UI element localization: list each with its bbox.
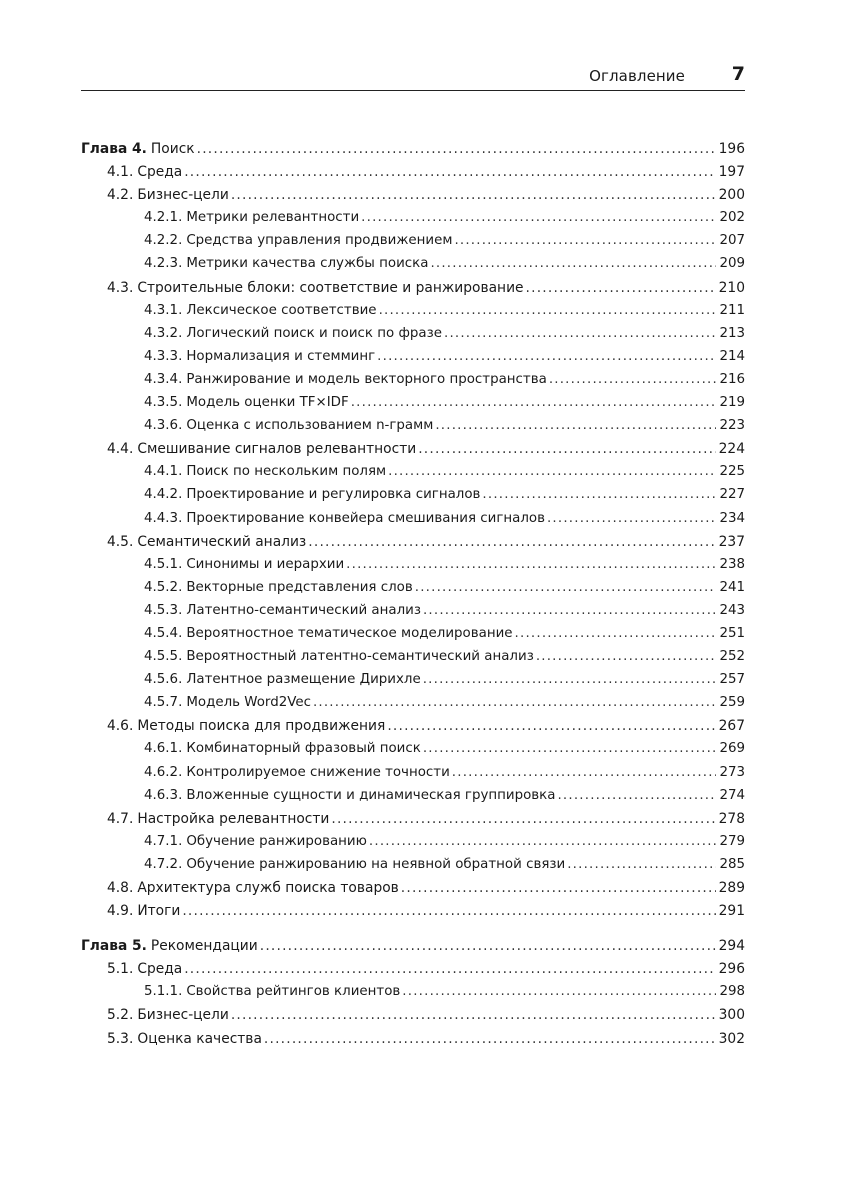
dot-leader [452, 765, 717, 780]
dot-leader [346, 557, 716, 572]
toc-entry-title: Проектирование конвейера смешивания сигналов [186, 510, 545, 526]
toc-entry-title: Логический поиск и поиск по фразе [186, 325, 442, 341]
toc-entry-number: 4.2.2. [144, 233, 183, 249]
dot-leader [482, 487, 716, 502]
toc-section-entry[interactable] [81, 672, 745, 695]
dot-leader [387, 718, 715, 734]
toc-entry-number: 5.2. [107, 1007, 134, 1024]
toc-section-entry[interactable] [81, 718, 745, 741]
toc-entry-number: 4.4.1. [144, 464, 183, 480]
toc-entry-title: Смешивание сигналов релевантности [137, 441, 417, 458]
dot-leader [231, 1007, 716, 1023]
toc-entry-number: 4.5.4. [144, 625, 183, 641]
dot-leader [423, 672, 717, 687]
dot-leader [444, 326, 716, 341]
dot-leader [430, 256, 716, 271]
toc-entry-page: 227 [719, 487, 745, 503]
toc-entry-title: Модель оценки TF×IDF [186, 395, 349, 411]
toc-entry-title: Комбинаторный фразовый поиск [186, 741, 421, 757]
dot-leader [369, 834, 717, 849]
toc-entry-page: 257 [719, 672, 745, 688]
toc-entry-title: Итоги [137, 903, 181, 920]
toc-entry-title: Поиск по нескольким полям [186, 464, 387, 480]
toc-entry-number: 4.2. [107, 187, 134, 204]
dot-leader [515, 626, 717, 641]
toc-entry-page: 202 [719, 210, 745, 226]
toc-section-entry[interactable] [81, 187, 745, 210]
toc-entry-page: 211 [719, 302, 745, 318]
toc-entry-title: Оценка с использованием n-грамм [186, 418, 434, 434]
toc-section-entry[interactable] [81, 418, 745, 441]
toc-section-entry[interactable] [81, 741, 745, 764]
toc-entry-title: Обучение ранжированию [186, 833, 367, 849]
toc-section-entry[interactable] [81, 1007, 745, 1030]
toc-entry-title: Вложенные сущности и динамическая группировка [186, 787, 556, 803]
toc-entry-number: 4.7.1. [144, 833, 183, 849]
toc-section-entry[interactable] [81, 303, 745, 326]
dot-leader [379, 303, 717, 318]
toc-section-entry[interactable] [81, 464, 745, 487]
toc-entry-page: 223 [719, 418, 745, 434]
toc-entry-title: Ранжирование и модель векторного пространства [186, 371, 547, 387]
toc-entry-page: 300 [718, 1007, 745, 1024]
toc-entry-number: 5.1. [107, 961, 134, 978]
toc-entry-title: Вероятностный латентно-семантический анализ [186, 649, 534, 665]
toc-entry-number: 4.3.4. [144, 371, 183, 387]
dot-leader [435, 418, 716, 433]
dot-leader [260, 938, 716, 954]
toc-entry-number: 4.2.1. [144, 210, 183, 226]
toc-entry-page: 267 [718, 718, 745, 735]
toc-entry-number: 4.3. [107, 279, 134, 296]
toc-entry-page: 200 [718, 187, 745, 204]
dot-leader [388, 464, 716, 479]
toc-entry-page: 274 [719, 787, 745, 803]
toc-entry-number: 4.5.1. [144, 556, 183, 572]
running-header [81, 62, 745, 91]
toc-entry-page: 237 [718, 533, 745, 550]
toc-entry-title: Семантический анализ [137, 533, 307, 550]
dot-leader [423, 603, 716, 618]
dot-leader [567, 857, 716, 872]
toc-entry-page: 291 [718, 903, 745, 920]
toc-entry-title: Среда [137, 961, 183, 978]
toc-entry-title: Оценка качества [137, 1030, 262, 1047]
toc-entry-title: Метрики релевантности [186, 210, 360, 226]
toc-entry-page: 224 [718, 441, 745, 458]
dot-leader [182, 903, 715, 919]
dot-leader [549, 372, 717, 387]
toc-section-entry[interactable] [81, 487, 745, 510]
toc-section-entry[interactable] [81, 695, 745, 718]
toc-section-entry[interactable] [81, 164, 745, 187]
toc-entry-number: 4.1. [107, 164, 134, 181]
toc-section-entry[interactable] [81, 626, 745, 649]
toc-entry-title: Лексическое соответствие [186, 302, 377, 318]
dot-leader [415, 580, 717, 595]
toc-entry-page: 259 [719, 695, 745, 711]
dot-leader [184, 961, 715, 977]
toc-entry-page: 252 [719, 649, 745, 665]
toc-entry-title: Архитектура служб поиска товаров [137, 880, 399, 896]
toc-entry-title: Обучение ранжированию на неявной обратной связи [186, 856, 566, 872]
toc-entry-title: Латентно-семантический анализ [186, 602, 421, 618]
toc-section-entry[interactable] [81, 984, 745, 1007]
dot-leader [308, 534, 715, 550]
dot-leader [197, 141, 716, 157]
dot-leader [184, 164, 715, 180]
toc-section-entry[interactable] [81, 372, 745, 395]
toc-entry-number: 4.5.6. [144, 672, 183, 688]
dot-leader [264, 1031, 716, 1047]
toc-entry-number: 4.4. [107, 441, 134, 458]
toc-section-entry[interactable] [81, 557, 745, 580]
dot-leader [418, 441, 715, 457]
dot-leader [423, 741, 717, 756]
toc-entry-number: 4.3.2. [144, 325, 183, 341]
toc-entry-page: 285 [719, 856, 745, 872]
toc-entry-page: 234 [719, 510, 745, 526]
toc-entry-number: 4.5.3. [144, 602, 183, 618]
dot-leader [231, 187, 716, 203]
toc-entry-title: Векторные представления слов [186, 579, 413, 595]
dot-leader [331, 811, 715, 827]
toc-entry-page: 225 [719, 464, 745, 480]
toc-section-entry[interactable] [81, 857, 745, 880]
toc-section-entry[interactable] [81, 765, 745, 788]
toc-entry-number: 4.5.2. [144, 579, 183, 595]
toc-section-entry[interactable] [81, 210, 745, 233]
toc-entry-page: 278 [718, 810, 745, 827]
table-of-contents [81, 141, 745, 1054]
toc-section-entry[interactable] [81, 649, 745, 672]
toc-entry-page: 196 [718, 141, 745, 157]
toc-entry-page: 289 [718, 880, 745, 896]
toc-entry-number: 4.5.7. [144, 695, 183, 711]
toc-entry-page: 273 [719, 764, 745, 780]
toc-entry-page: 207 [719, 233, 745, 249]
toc-section-entry[interactable] [81, 326, 745, 349]
toc-entry-page: 241 [719, 579, 745, 595]
toc-entry-number: 4.6. [107, 718, 134, 735]
toc-entry-number: 4.7. [107, 810, 134, 827]
toc-entry-page: 219 [719, 395, 745, 411]
toc-entry-title: Нормализация и стемминг [186, 348, 376, 364]
toc-entry-title: Средства управления продвижением [186, 233, 453, 249]
toc-entry-page: 294 [718, 938, 745, 955]
toc-entry-number: 4.5.5. [144, 649, 183, 665]
toc-section-entry[interactable] [81, 811, 745, 834]
toc-entry-number: 4.3.5. [144, 395, 183, 411]
toc-section-entry[interactable] [81, 788, 745, 811]
toc-entry-number: 4.3.1. [144, 302, 183, 318]
toc-entry-title: Вероятностное тематическое моделирование [186, 625, 513, 641]
toc-entry-number: 4.4.2. [144, 487, 183, 503]
toc-entry-number: 4.3.6. [144, 418, 183, 434]
toc-entry-number: 4.4.3. [144, 510, 183, 526]
toc-entry-page: 197 [718, 164, 745, 181]
toc-entry-page: 216 [719, 371, 745, 387]
dot-leader [526, 280, 716, 296]
toc-section-entry[interactable] [81, 603, 745, 626]
toc-entry-title: Бизнес-цели [137, 187, 229, 204]
toc-entry-title: Синонимы и иерархии [186, 556, 345, 572]
toc-entry-page: 302 [718, 1030, 745, 1047]
toc-section-entry[interactable] [81, 1031, 745, 1054]
toc-entry-page: 243 [719, 602, 745, 618]
toc-section-entry[interactable] [81, 903, 745, 926]
toc-chapter-entry[interactable] [81, 938, 745, 961]
toc-entry-number: 4.7.2. [144, 856, 183, 872]
toc-entry-number: 4.3.3. [144, 348, 183, 364]
dot-leader [402, 984, 716, 999]
toc-section-entry[interactable] [81, 349, 745, 372]
toc-entry-number: 4.6.2. [144, 764, 183, 780]
toc-entry-page: 213 [719, 325, 745, 341]
toc-entry-title: Рекомендации [150, 938, 258, 955]
dot-leader [351, 395, 717, 410]
dot-leader [377, 349, 716, 364]
dot-leader [454, 233, 716, 248]
toc-entry-number: Глава 4. [81, 141, 147, 157]
toc-section-entry[interactable] [81, 961, 745, 984]
toc-entry-number: 4.6.1. [144, 741, 183, 757]
toc-section-entry[interactable] [81, 834, 745, 857]
toc-entry-number: Глава 5. [81, 938, 147, 955]
toc-entry-number: 5.3. [107, 1030, 134, 1047]
toc-entry-page: 269 [719, 741, 745, 757]
toc-entry-number: 4.2.3. [144, 256, 183, 272]
toc-entry-number: 4.8. [107, 880, 134, 896]
toc-entry-page: 214 [719, 348, 745, 364]
dot-leader [361, 210, 716, 225]
toc-entry-page: 238 [719, 556, 745, 572]
toc-entry-title: Латентное размещение Дирихле [186, 672, 421, 688]
toc-entry-title: Строительные блоки: соответствие и ранжирование [137, 279, 524, 296]
toc-entry-number: 4.6.3. [144, 787, 183, 803]
toc-entry-page: 251 [719, 625, 745, 641]
toc-section-entry[interactable] [81, 534, 745, 557]
toc-entry-title: Настройка релевантности [137, 810, 330, 827]
toc-entry-title: Поиск [150, 141, 195, 157]
toc-entry-page: 279 [719, 833, 745, 849]
header-title: Оглавление [589, 67, 685, 85]
toc-entry-page: 209 [719, 256, 745, 272]
toc-entry-page: 296 [718, 961, 745, 978]
toc-entry-number: 4.5. [107, 533, 134, 550]
toc-entry-title: Модель Word2Vec [186, 695, 311, 711]
toc-entry-title: Свойства рейтингов клиентов [186, 984, 401, 1000]
toc-section-entry[interactable] [81, 280, 745, 303]
toc-entry-number: 4.9. [107, 903, 134, 920]
dot-leader [557, 788, 716, 803]
toc-entry-number: 5.1.1. [144, 984, 183, 1000]
toc-section-entry[interactable] [81, 256, 745, 279]
toc-section-entry[interactable] [81, 233, 745, 256]
toc-entry-title: Среда [137, 164, 183, 181]
toc-entry-title: Методы поиска для продвижения [137, 718, 386, 735]
toc-section-entry[interactable] [81, 441, 745, 464]
toc-entry-title: Метрики качества службы поиска [186, 256, 429, 272]
dot-leader [547, 511, 716, 526]
toc-entry-page: 298 [719, 984, 745, 1000]
dot-leader [313, 695, 717, 710]
toc-entry-title: Контролируемое снижение точности [186, 764, 450, 780]
toc-chapter-entry[interactable] [81, 141, 745, 164]
toc-section-entry[interactable] [81, 395, 745, 418]
toc-section-entry[interactable] [81, 511, 745, 534]
dot-leader [536, 649, 717, 664]
toc-entry-page: 210 [718, 279, 745, 296]
toc-section-entry[interactable] [81, 880, 745, 903]
toc-entry-title: Проектирование и регулировка сигналов [186, 487, 481, 503]
header-page-number: 7 [731, 63, 745, 85]
dot-leader [401, 880, 716, 896]
toc-entry-title: Бизнес-цели [137, 1007, 229, 1024]
toc-section-entry[interactable] [81, 580, 745, 603]
